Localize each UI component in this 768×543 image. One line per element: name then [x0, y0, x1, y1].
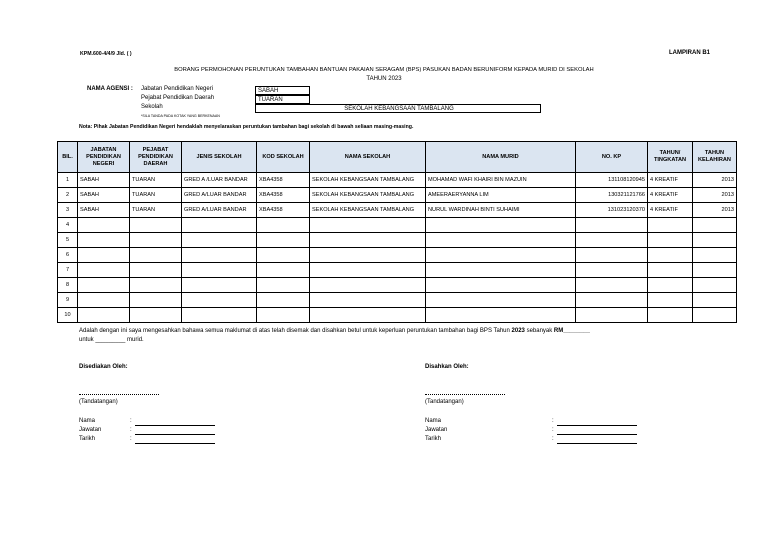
prepared-signature-line[interactable]: [79, 394, 159, 395]
cell-kod-sekolah[interactable]: XBA4358: [257, 188, 310, 203]
cell-nama-sekolah[interactable]: [310, 233, 426, 248]
approved-title: Disahkan Oleh:: [425, 364, 469, 370]
declaration-amount-label: sebanyak: [526, 328, 553, 334]
cell-jpn[interactable]: [78, 233, 130, 248]
cell-no-kp[interactable]: [576, 233, 648, 248]
declaration-line-2: untuk _________ murid.: [79, 337, 144, 343]
cell-bil: 9: [58, 293, 78, 308]
cell-tahun-kelahiran[interactable]: [693, 218, 737, 233]
cell-tahun-kelahiran[interactable]: [693, 308, 737, 323]
cell-tingkatan[interactable]: [648, 293, 693, 308]
header-bil: BIL.: [58, 142, 78, 173]
cell-kod-sekolah[interactable]: [257, 218, 310, 233]
checkbox-hint: *SILA TANDA PADA KOTAK YANG BERKENAAN: [141, 114, 220, 118]
prepared-title: Disediakan Oleh:: [79, 364, 128, 370]
ppd-label: Pejabat Pendidikan Daerah: [141, 95, 215, 101]
school-label: Sekolah: [141, 104, 163, 110]
cell-tingkatan[interactable]: 4 KREATIF: [648, 173, 693, 188]
approved-signature-label: (Tandatangan): [425, 399, 464, 405]
header-jenis-sekolah: JENIS SEKOLAH: [182, 142, 257, 173]
cell-jenis-sekolah[interactable]: [182, 218, 257, 233]
jpn-label: Jabatan Pendidikan Negeri: [141, 86, 214, 92]
table-row: [58, 278, 737, 293]
cell-nama-murid[interactable]: AMEERAERYANNA LIM: [426, 188, 576, 203]
cell-tingkatan[interactable]: [648, 263, 693, 278]
cell-nama-murid[interactable]: NURUL WARDINAH BINTI SUHAIMI: [426, 203, 576, 218]
cell-ppd[interactable]: TUARAN: [130, 188, 182, 203]
cell-jenis-sekolah[interactable]: [182, 263, 257, 278]
jpn-field[interactable]: SABAH: [255, 86, 310, 95]
cell-nama-sekolah[interactable]: SEKOLAH KEBANGSAAN TAMBALANG: [310, 173, 426, 188]
cell-nama-murid[interactable]: [426, 248, 576, 263]
approved-nama-colon: :: [552, 418, 554, 424]
prepared-jawatan-field[interactable]: [135, 434, 215, 435]
cell-no-kp[interactable]: [576, 293, 648, 308]
cell-jpn[interactable]: [78, 263, 130, 278]
table-row: [58, 233, 737, 248]
cell-jenis-sekolah[interactable]: GRED A/LUAR BANDAR: [182, 188, 257, 203]
table-row: [58, 263, 737, 278]
cell-tahun-kelahiran[interactable]: [693, 248, 737, 263]
prepared-jawatan-colon: :: [130, 427, 132, 433]
prepared-jawatan-label: Jawatan: [79, 427, 102, 433]
cell-kod-sekolah[interactable]: [257, 278, 310, 293]
cell-tingkatan[interactable]: [648, 233, 693, 248]
lampiran-label: LAMPIRAN B1: [668, 50, 710, 56]
cell-jpn[interactable]: [78, 218, 130, 233]
cell-kod-sekolah[interactable]: [257, 248, 310, 263]
cell-ppd[interactable]: [130, 263, 182, 278]
prepared-nama-field[interactable]: [135, 425, 215, 426]
cell-tahun-kelahiran[interactable]: 2013: [693, 203, 737, 218]
cell-jenis-sekolah[interactable]: GRED A/LUAR BANDAR: [182, 203, 257, 218]
table-row: [58, 248, 737, 263]
approved-tarikh-field[interactable]: [557, 443, 637, 444]
cell-tahun-kelahiran[interactable]: [693, 293, 737, 308]
cell-tahun-kelahiran[interactable]: 2013: [693, 173, 737, 188]
cell-ppd[interactable]: TUARAN: [130, 203, 182, 218]
cell-nama-murid[interactable]: [426, 218, 576, 233]
cell-kod-sekolah[interactable]: [257, 293, 310, 308]
cell-tingkatan[interactable]: 4 KREATIF: [648, 188, 693, 203]
table-row: [58, 308, 737, 323]
agency-label: NAMA AGENSI :: [87, 86, 133, 92]
cell-jenis-sekolah[interactable]: [182, 278, 257, 293]
page-year: TAHUN 2023: [366, 76, 402, 82]
cell-bil: 10: [58, 308, 78, 323]
declaration-year: 2023: [511, 328, 525, 334]
prepared-tarikh-colon: :: [130, 436, 132, 442]
cell-nama-sekolah[interactable]: [310, 308, 426, 323]
page-title: BORANG PERMOHONAN PERUNTUKAN TAMBAHAN BANTUAN PAKAIAN SERAGAM (BPS) PASUKAN BADAN BERUNIFORM KEPADA MURID DI SEKOLAH: [174, 67, 594, 73]
approved-jawatan-field[interactable]: [557, 434, 637, 435]
cell-jpn[interactable]: SABAH: [78, 203, 130, 218]
cell-ppd[interactable]: [130, 293, 182, 308]
table-row: [58, 203, 737, 218]
declaration-amount[interactable]: RM________: [553, 328, 590, 334]
cell-bil: 4: [58, 218, 78, 233]
cell-bil: 1: [58, 173, 78, 188]
declaration-line-1: [79, 328, 590, 334]
cell-bil: 5: [58, 233, 78, 248]
cell-jenis-sekolah[interactable]: [182, 233, 257, 248]
cell-nama-sekolah[interactable]: [310, 263, 426, 278]
approved-nama-label: Nama: [425, 418, 442, 424]
cell-jpn[interactable]: [78, 248, 130, 263]
cell-bil: 7: [58, 263, 78, 278]
cell-nama-murid[interactable]: [426, 263, 576, 278]
cell-bil: 3: [58, 203, 78, 218]
cell-tingkatan[interactable]: [648, 278, 693, 293]
cell-no-kp[interactable]: [576, 308, 648, 323]
application-table: [57, 141, 737, 323]
prepared-signature-label: (Tandatangan): [79, 399, 118, 405]
header-ppd: PEJABAT PENDIDIKAN DAERAH: [130, 142, 182, 173]
cell-nama-murid[interactable]: [426, 293, 576, 308]
cell-jpn[interactable]: [78, 293, 130, 308]
prepared-nama-colon: :: [130, 418, 132, 424]
prepared-nama-label: Nama: [79, 418, 96, 424]
cell-tingkatan[interactable]: 4 KREATIF: [648, 203, 693, 218]
header-no-kp: NO. KP: [576, 142, 648, 173]
cell-kod-sekolah[interactable]: XBA4358: [257, 173, 310, 188]
cell-nama-sekolah[interactable]: [310, 293, 426, 308]
approved-jawatan-colon: :: [552, 427, 554, 433]
note-text: Nota: Pihak Jabatan Pendidikan Negeri hendaklah menyelaraskan peruntukan tambahan bagi sekolah di bawah seliaan masing-masing.: [79, 124, 414, 130]
cell-no-kp[interactable]: [576, 278, 648, 293]
cell-no-kp[interactable]: 130321121766: [576, 188, 648, 203]
cell-ppd[interactable]: [130, 308, 182, 323]
cell-ppd[interactable]: [130, 233, 182, 248]
cell-tingkatan[interactable]: [648, 308, 693, 323]
cell-jenis-sekolah[interactable]: GRED A /LUAR BANDAR: [182, 173, 257, 188]
cell-ppd[interactable]: TUARAN: [130, 173, 182, 188]
prepared-tarikh-label: Tarikh: [79, 436, 96, 442]
approved-tarikh-colon: :: [552, 436, 554, 442]
cell-jpn[interactable]: [78, 278, 130, 293]
header-kod-sekolah: KOD SEKOLAH: [257, 142, 310, 173]
cell-no-kp[interactable]: 131108120945: [576, 173, 648, 188]
cell-tahun-kelahiran[interactable]: 2013: [693, 188, 737, 203]
header-tahun-kelahiran: TAHUN KELAHIRAN: [693, 142, 737, 173]
cell-jpn[interactable]: [78, 308, 130, 323]
cell-kod-sekolah[interactable]: [257, 308, 310, 323]
cell-tingkatan[interactable]: [648, 218, 693, 233]
approved-signature-line[interactable]: [425, 394, 505, 395]
cell-nama-sekolah[interactable]: [310, 218, 426, 233]
approved-nama-field[interactable]: [557, 425, 637, 426]
cell-no-kp[interactable]: [576, 218, 648, 233]
school-field[interactable]: SEKOLAH KEBANGSAAN TAMBALANG: [255, 104, 541, 113]
cell-kod-sekolah[interactable]: XBA4358: [257, 203, 310, 218]
prepared-tarikh-field[interactable]: [135, 443, 215, 444]
table-row: [58, 188, 737, 203]
cell-nama-sekolah[interactable]: SEKOLAH KEBANGSAAN TAMBALANG: [310, 203, 426, 218]
cell-jpn[interactable]: SABAH: [78, 173, 130, 188]
cell-tahun-kelahiran[interactable]: [693, 233, 737, 248]
cell-no-kp[interactable]: [576, 263, 648, 278]
cell-nama-sekolah[interactable]: [310, 248, 426, 263]
header-tingkatan: TAHUN/ TINGKATAN: [648, 142, 693, 173]
header-nama-murid: NAMA MURID: [426, 142, 576, 173]
cell-ppd[interactable]: [130, 248, 182, 263]
cell-ppd[interactable]: [130, 278, 182, 293]
table-header-row: [58, 142, 737, 173]
cell-tingkatan[interactable]: [648, 248, 693, 263]
cell-nama-sekolah[interactable]: SEKOLAH KEBANGSAAN TAMBALANG: [310, 188, 426, 203]
declaration-text: Adalah dengan ini saya mengesahkan bahawa semua maklumat di atas telah disemak dan disahkan betul untuk keperluan peruntukan tambahan bagi BPS Tahun: [79, 328, 510, 334]
cell-jpn[interactable]: SABAH: [78, 188, 130, 203]
table-row: [58, 293, 737, 308]
cell-tahun-kelahiran[interactable]: [693, 263, 737, 278]
cell-nama-murid[interactable]: MOHAMAD WAFI KHAIRI BIN MAZUIN: [426, 173, 576, 188]
cell-nama-sekolah[interactable]: [310, 278, 426, 293]
cell-jenis-sekolah[interactable]: [182, 293, 257, 308]
approved-jawatan-label: Jawatan: [425, 427, 448, 433]
cell-nama-murid[interactable]: [426, 278, 576, 293]
cell-jenis-sekolah[interactable]: [182, 248, 257, 263]
approved-tarikh-label: Tarikh: [425, 436, 442, 442]
cell-bil: 8: [58, 278, 78, 293]
cell-ppd[interactable]: [130, 218, 182, 233]
header-jpn: JABATAN PENDIDIKAN NEGERI: [78, 142, 130, 173]
table-row: [58, 173, 737, 188]
ppd-field[interactable]: TUARAN: [255, 95, 310, 104]
cell-jenis-sekolah[interactable]: [182, 308, 257, 323]
cell-kod-sekolah[interactable]: [257, 263, 310, 278]
cell-nama-murid[interactable]: [426, 233, 576, 248]
reference-number: KPM.600-4/4/9 Jld. ( ): [80, 51, 132, 57]
cell-no-kp[interactable]: [576, 248, 648, 263]
cell-bil: 6: [58, 248, 78, 263]
cell-kod-sekolah[interactable]: [257, 233, 310, 248]
cell-nama-murid[interactable]: [426, 308, 576, 323]
cell-no-kp[interactable]: 131023120370: [576, 203, 648, 218]
cell-bil: 2: [58, 188, 78, 203]
cell-tahun-kelahiran[interactable]: [693, 278, 737, 293]
table-row: [58, 218, 737, 233]
header-nama-sekolah: NAMA SEKOLAH: [310, 142, 426, 173]
